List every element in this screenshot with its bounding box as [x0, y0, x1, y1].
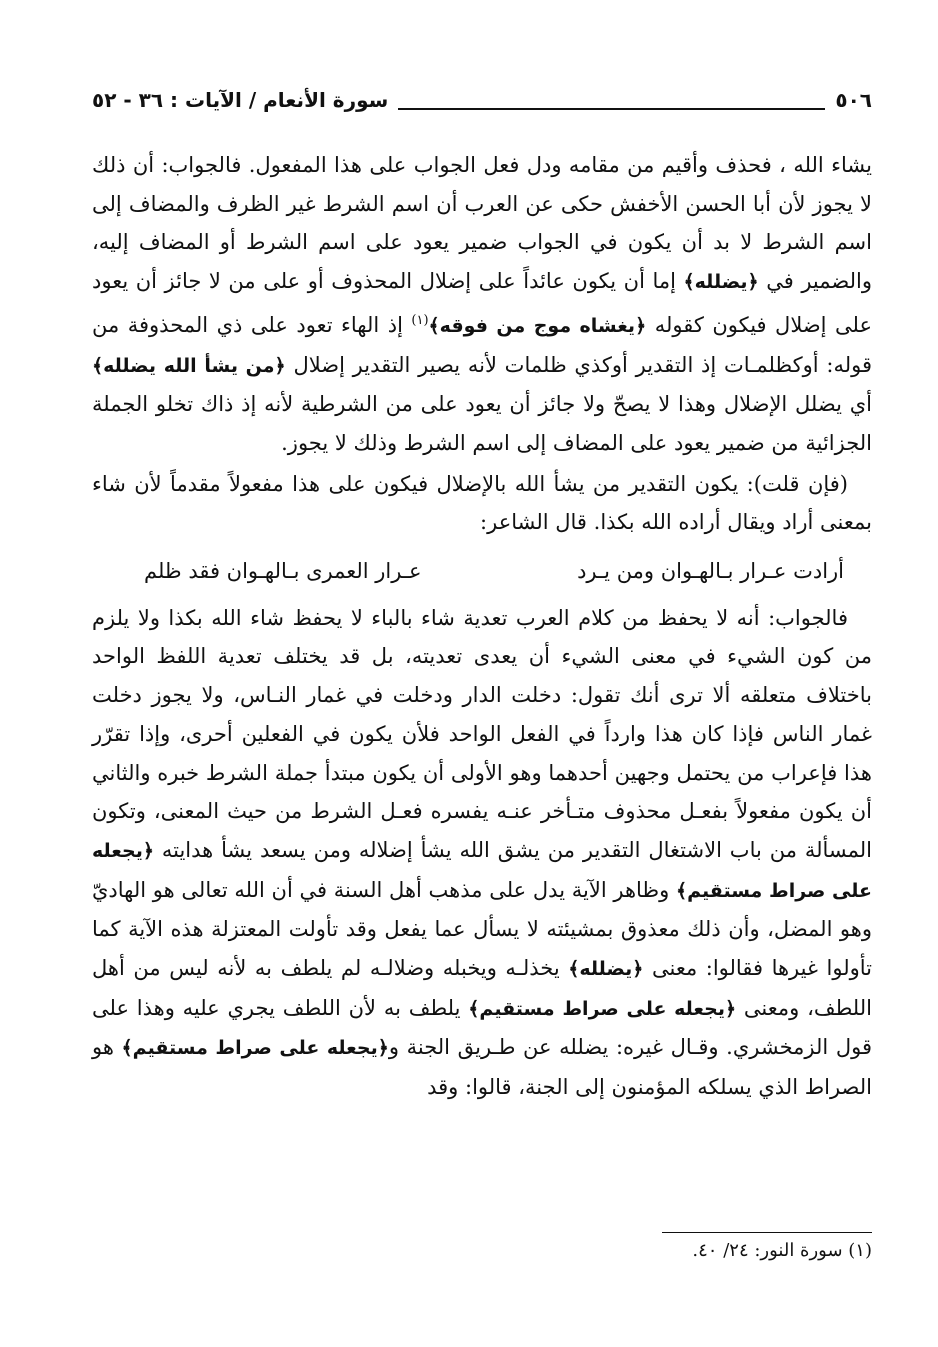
page-number: ٥٠٦ [835, 88, 872, 112]
quran-quote: ﴿يجعله على صراط مستقيم﴾ [92, 839, 872, 902]
footnote: (١) سورة النور: ٢٤/ ٤٠. [692, 1240, 872, 1261]
paragraph-2: (فإن قلت): يكون التقدير من يشأ الله بالإضلال فيكون على هذا مفعولاً مقدماً لأن شاء بمعنى أراد ويقال أراده الله بكذا. قال الشاعر: [92, 471, 872, 535]
main-text [92, 146, 872, 1107]
quran-quote: ﴿يجعله على صراط مستقيم﴾ [468, 997, 737, 1020]
text-run: إما أن يكون عائداً على إضلال المحذوف أو على من لا جائز أن يعود على إضلال فيكون كقوله [92, 269, 872, 337]
text-run: يلطف به لأن اللطف يجري عليه وهذا على قول الزمخشري. وقـال غيره: يضلله عن طـريق الجنة و [92, 995, 872, 1060]
quran-quote: ﴿من يشأ الله يضلله﴾ [92, 354, 286, 377]
text-run: يخذلـه ويخبله وضلالـه لم يلطف به لأنه ليس من أهل اللطف، ومعنى [92, 956, 872, 1020]
quran-quote: ﴿يغشاه موج من فوقه﴾ [428, 314, 647, 337]
text-run: هو الصراط الذي يسلكه المؤمنون إلى الجنة، قالوا: وقد [92, 1035, 872, 1100]
quran-quote: ﴿يضلله﴾ [683, 271, 759, 294]
header-rule [398, 108, 825, 110]
running-head [92, 84, 872, 116]
verse-second-hemistich: عـرار العمرى بـالهـوان فقد ظلم [144, 559, 422, 584]
text-run: يشاء الله ، فحذف وأقيم من مقامه ودل فعل الجواب على هذا المفعول. فالجواب: أن ذلك لا يجوز لأن أبا الحسن الأخفش حكى عن العرب أن اسم الشرط غير الظرف والمضاف إلى اسم الشرط لا بد أن يكون في الجواب ضمير يعود على اسم الشرط أو المضاف إليه، والضمير في [92, 153, 872, 294]
footnote-ref: (١) [411, 312, 429, 328]
poetry-verse [92, 552, 872, 591]
text-run: وظاهر الآية يدل على مذهب أهل السنة في أن الله تعالى هو الهاديّ وهو المضل، وأن ذلك معذوق بمشيئته لا يسأل عما يفعل وقد تأولت المعتزلة هذه الآية كما تأولوا غيرها فقالوا: معنى [92, 877, 873, 981]
text-run: أي يضلل الإضلال وهذا لا يصحّ ولا جائز أن يعود على من الشرطية لأنه إذ ذاك تخلو الجملة الجزائية من ضمير يعود على المضاف إلى اسم الشرط وذلك لا يجوز. [92, 392, 872, 455]
quran-quote: ﴿يضلله﴾ [568, 958, 644, 981]
paragraph-1 [92, 146, 872, 463]
text-run: فالجواب: أنه لا يحفظ من كلام العرب تعدية شاء بالباء لا يحفظ شاء الله بكذا ولا يلزم من كون الشيء في معنى الشيء أن يعدى تعديته، بل قد يختلف تعدية اللفظ الواحد باختلاف متعلقه ألا ترى أنك تقول: دخلت الدار ودخلت في غمار النـاس، ولا يجوز دخلت غمار الناس فإذا كان هذا وارداً في الفعل الواحد فلأن يكون في الفعلين أحرى، وإذا تقرّر هذا فإعراب من يحتمل وجهين أحدهما وهو الأولى أن يكون مبتدأ جملة الشرط خبره والثاني أن يكون مفعولاً بفعـل محذوف متـأخر عنـه يفسره فعـل الشرط من حيث المعنى، وتكون المسألة من باب الاشتغال التقدير من يشق الله يشأ إضلاله ومن يسعد يشأ هدايته [92, 605, 872, 862]
quran-quote: ﴿يجعله على صراط مستقيم﴾ [121, 1037, 389, 1060]
text-run: إذ الهاء تعود على ذي المحذوفة من قوله: أوكظلمـات إذ التقدير أوكذي ظلمات لأنه يصير التقدير إضلال [92, 312, 872, 377]
footnote-rule [662, 1232, 872, 1233]
running-title: سورة الأنعام / الآيات : ٣٦ - ٥٢ [92, 88, 389, 112]
paragraph-3 [92, 599, 872, 1107]
verse-first-hemistich: أرادت عـرار بـالهـوان ومن يـرد [577, 559, 844, 584]
